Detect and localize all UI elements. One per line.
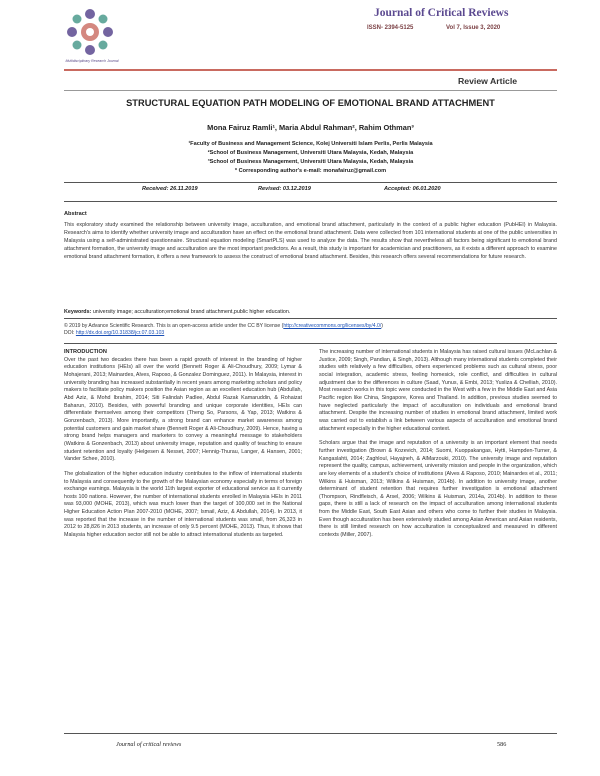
issn: ISSN- 2394-5125	[367, 25, 414, 31]
affiliation-3: ³School of Business Management, Universiti Utara Malaysia, Kedah, Malaysia	[207, 159, 414, 165]
article-type: Review Article	[458, 76, 518, 86]
volume-issue: Vol 7, Issue 3, 2020	[446, 25, 501, 31]
paper-title: STRUCTURAL EQUATION PATH MODELING OF EMOTIONAL BRAND ATTACHMENT	[126, 98, 495, 108]
received-date: Received: 26.11.2019	[142, 186, 198, 192]
keywords-divider	[64, 318, 557, 319]
license-text: © 2019 by Advance Scientific Research. This is an open-access article under the CC BY license (	[64, 323, 284, 329]
doi-divider	[64, 343, 557, 344]
doi-link[interactable]: http://dx.doi.org/10.31838/jcr.07.03.103	[75, 330, 165, 336]
keywords-text: university image; acculturation;emotional brand attachment,public higher education.	[91, 309, 291, 315]
license-link[interactable]: http://creativecommons.org/licenses/by/4.0/	[283, 323, 382, 329]
journal-title: Journal of Critical Reviews	[374, 7, 509, 19]
left-column	[64, 349, 302, 547]
right-column	[319, 349, 557, 547]
authors: Mona Fairuz Ramli¹, Maria Abdul Rahman², Rahim Othman³	[207, 123, 414, 132]
introduction-heading: INTRODUCTION	[64, 349, 107, 355]
body-paragraph: Scholars argue that the image and reputation of a university is an important element that needs further investigation (Brown & Kozevich, 2014; Suomi, Kuoppakangas, Hytti, Hampden-Turner, & Kangaslahti, 2014; Zaghloul, Hayajneh, & AlMarzouki, 2010). The university image and reputation represent the quality, campus, achievement, university mission and people in the organization, which are key elements of a student's choice of institutions (Alves & Raposo, 2010; Mainardes et al., 2011; Wilkins & Huisman, 2013; Wilkins & Huisman, 2014b). In addition to university image, another determinant of student retention that requires further investigation is emotional attachment (Thompson, Rindfleisch, & Arsel, 2006; Wilkins & Huisman, 2014a, 2014b). In addition to these gaps, there is still a lack of research on the impact of acculturation among international students from the Middle East, South East Asian and others who come to further their studies in Malaysia. Even though acculturation has been extensively studied among Asian American and Asian residents, there is still limited research on how acculturation is conceptualized and measured in different contexts (Miller, 2007).	[319, 440, 557, 539]
body-paragraph: The increasing number of international students in Malaysia has raised cultural issues (McLachlan & Justice, 2009; Singh, Pandian, & Singh, 2013). Although many international students completed their studies with relatively a few difficulties, others experienced problems such as cultural stress, poor social integration, academic stress, feeling homesick, role conflict, and difficulties in cultural adjustment due to the differences in culture (Saad, Yunus, & Embi, 2013; Yusliza & Chelliah, 2010). Most research works in this topic were conducted in the West with a few in the Middle East and Asia Pacific region like China, Singapore, Korea and Thailand. In addition, previous studies seemed to have neglected particularly the impact of acculturation on individuals and emotional brand attachment. Despite the increasing number of studies in emotional brand attachment, limited work was carried out to establish a link between various aspects of acculturation and emotional brand attachment especially in the higher educational context.	[319, 349, 557, 432]
body-paragraph: The globalization of the higher education industry contributes to the inflow of international students to Malaysia and consequently to the growth of the Malaysian economy especially in terms of foreign exchange earnings. Malaysia is the world 11th largest exporter of educational service as it currently hosts 100 nations. However, the number of international students enrolled in Malaysia HEIs in 2011 was 93,000 (MOHE, 2013), which was much lower than the target of 100,000 set in the National Higher Education Action Plan 2007-2010 (MOHE, 2007; Ismail, Aziz, & Abdullah, 2014). In 2013, it was reported that the increase in the number of international students was small, from 26,323 in 2012 to 28,826 in 2013 students, an increase of only 9.5 percent (MOHE, 2013). Thus, it shows that Malaysia higher education sector still not be able to attract international students as targeted.	[64, 470, 302, 539]
header-divider	[64, 69, 557, 71]
logo-caption: Multidisciplinary Research Journal	[65, 59, 119, 63]
keywords	[64, 309, 557, 315]
accepted-date: Accepted: 06.01.2020	[384, 186, 441, 192]
keywords-label: Keywords:	[64, 309, 92, 315]
doi	[64, 330, 164, 336]
article-type-divider	[64, 90, 557, 91]
license-close: )	[381, 323, 383, 329]
license-notice	[64, 322, 557, 330]
page-number: 586	[497, 741, 507, 748]
footer-journal: Journal of critical reviews	[116, 741, 182, 748]
abstract-text: This exploratory study examined the relationship between university image, acculturation, and emotional brand attachment, particularly in the context of a public higher education (PubHEI) in Malaysia. Research's aims to identify whether university image and acculturation have an effect on the emotional brand attachment. Data were collected from 101 international students at one of the public universities in Malaysia using a self-administrated questionnaire. Structural equation modeling (SmartPLS) was used to analyze the data. The results show that nevertheless all factors being significant to emotional brand attachment formation, the university image and acculturation are the most important predictors. As a result, this study is important for academician and practitioners, as it exists a different approach to examine emotional brand attachment formation, it offers a new framework to assess the construct of emotional brand attachment. Besides, this research offers several recommendations for future research.	[64, 222, 557, 260]
body-paragraph: Over the past two decades there has been a rapid growth of interest in the branding of higher education institutions (HEIs) all over the world (Bennett Roger & Ali-Choudhury, 2009; Lymar & Mohajerani, 2013; Mainardes, Alves, Raposo, & Gonzalez Dominguez, 2011). In Malaysia, interest in university branding has increased substantially in recent years among marketing scholars and policy makers to facilitate policy makers position the Asian region as an excellent education hub (Abdullah, Abd Aziz, & Mohd Ibrahim, 2014; Siti Falindah Padlee, Abdul Razak Kamaruddin, & Rohaizat Baharun, 2010). Besides, with powerful branding and unique corporate identities, HEIs can differentiate themselves among their competitors (Theng So, Parsons, & Yap, 2013; Watkins & Gonzenbach, 2013). More importantly, a strong brand can enhance market awareness among potential customers and gain market share (Bennett Roger & Ali-Choudhury, 2009). Hence, having a strong brand helps managers and marketers to convey a meaningful message to stakeholders (Watkins & Gonzenbach, 2013) about university image, reputation and quality of teaching to ensure student retention and loyalty (Helgesen & Nesset, 2007; Hennig-Thurau, Langer, & Hansen, 2001; Vander Schee, 2010).	[64, 356, 302, 463]
revised-date: Revised: 03.12.2019	[258, 186, 311, 192]
doi-label: DOI:	[64, 330, 76, 336]
journal-logo	[64, 6, 116, 58]
affiliation-2: ²School of Business Management, Universiti Utara Malaysia, Kedah, Malaysia	[207, 150, 414, 156]
affiliation-1: ¹Faculty of Business and Management Science, Kolej Universiti Islam Perlis, Perlis Malaysia	[188, 141, 433, 147]
abstract-heading: Abstract	[64, 211, 87, 217]
corresponding-author: * Corresponding author's e-mail: monafairuz@gmail.com	[234, 168, 387, 174]
footer-divider	[64, 733, 557, 734]
dates-bar	[64, 182, 557, 202]
